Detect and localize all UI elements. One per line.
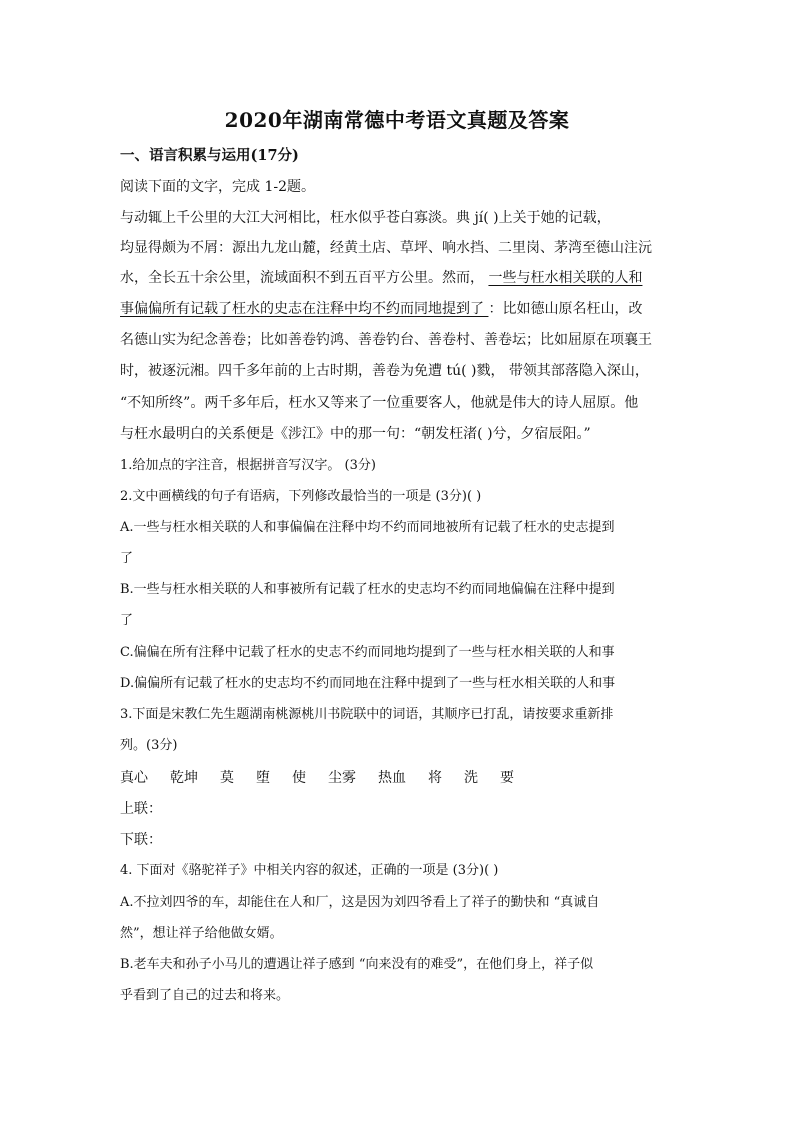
passage-line-5: 名德山实为纪念善卷；比如善卷钓鸿、善卷钓台、善卷村、善卷坛；比如屈原在项襄王 [120, 332, 652, 348]
word: 将 [428, 770, 442, 786]
passage-line-4 [120, 299, 680, 319]
option-c: C.偏偏在所有注释中记载了枉水的史志不约而同地均提到了一些与枉水相关联的人和事 [120, 645, 615, 660]
word: 乾坤 [170, 770, 198, 786]
word: 莫 [220, 770, 234, 786]
passage-line-6: 时，被逐沅湘。四千多年前的上古时期，善卷为免遭 tú( )戮， 带领其部落隐入深山， [120, 363, 649, 379]
option-b: B.一些与枉水相关联的人和事被所有记载了枉水的史志均不约而同地偏偏在注释中提到 [120, 582, 615, 597]
q4-option-a: A.不拉刘四爷的车，却能住在人和厂，这是因为刘四爷看上了祥子的勤快和 “真诚自 [120, 895, 600, 910]
page-title: 2020年湖南常德中考语文真题及答案 [224, 108, 570, 132]
section-heading: 一、语言积累与运用(17分) [120, 147, 299, 164]
question-1: 1.给加点的字注音，根据拼音写汉字。 (3分) [120, 458, 376, 473]
passage-line-1: 与动辄上千公里的大江大河相比，枉水似乎苍白寡淡。典 jí( )上关于她的记载， [120, 210, 611, 226]
option-a: A.一些与枉水相关联的人和事偏偏在注释中均不约而同地被所有记载了枉水的史志提到 [120, 520, 615, 535]
passage-line-3 [120, 268, 680, 288]
lower-couplet-label: 下联： [120, 832, 162, 848]
passage-text: 水，全长五十余公里，流域面积不到五百平方公里。然而， [120, 270, 489, 286]
q4-option-a-cont: 然”，想让祥子给他做女婿。 [120, 926, 283, 941]
passage-line-8: 与枉水最明白的关系便是《涉江》中的那一句：“朝发枉渚( )兮，夕宿辰阳。” [120, 426, 591, 442]
upper-couplet-label: 上联： [120, 801, 162, 817]
question-3: 3.下面是宋教仁先生题湖南桃源桃川书院联中的词语，其顺序已打乱，请按要求重新排 [120, 707, 614, 722]
passage-line-2: 均显得颇为不屑：源出九龙山麓，经黄土店、草坪、响水挡、二里岗、茅湾至德山注沅 [120, 240, 652, 256]
question-3-cont: 列。(3分) [120, 738, 178, 753]
word: 要 [500, 770, 514, 786]
word: 热血 [378, 770, 406, 786]
option-b-cont: 了 [120, 613, 134, 628]
word: 尘雾 [328, 770, 356, 786]
option-a-cont: 了 [120, 551, 134, 566]
instructions: 阅读下面的文字，完成 1-2题。 [120, 179, 315, 195]
q4-option-b: B.老车夫和孙子小马儿的遭遇让祥子感到 “向来没有的难受”，在他们身上，祥子似 [120, 957, 594, 972]
word: 真心 [120, 770, 148, 786]
underlined-sentence: 一些与枉水相关联的人和 [488, 270, 643, 286]
word: 洗 [464, 770, 478, 786]
passage-text: ：比如德山原名枉山，改 [488, 301, 643, 317]
question-2: 2.文中画横线的句子有语病，下列修改最恰当的一项是 (3分)( ) [120, 489, 482, 504]
word: 堕 [256, 770, 270, 786]
word-list [120, 768, 680, 788]
question-4: 4. 下面对《骆驼祥子》中相关内容的叙述，正确的一项是 (3分)( ) [120, 863, 499, 878]
underlined-sentence: 事偏偏所有记载了枉水的史志在注释中均不约而同地提到了 [120, 301, 489, 317]
q4-option-b-cont: 乎看到了自己的过去和将来。 [120, 988, 290, 1003]
option-d: D.偏偏所有记载了枉水的史志均不约而同地在注释中提到了一些与枉水相关联的人和事 [120, 676, 616, 691]
passage-line-7: “不知所终”。两千多年后，枉水又等来了一位重要客人，他就是伟大的诗人屈原。他 [120, 395, 639, 411]
word: 使 [292, 770, 306, 786]
